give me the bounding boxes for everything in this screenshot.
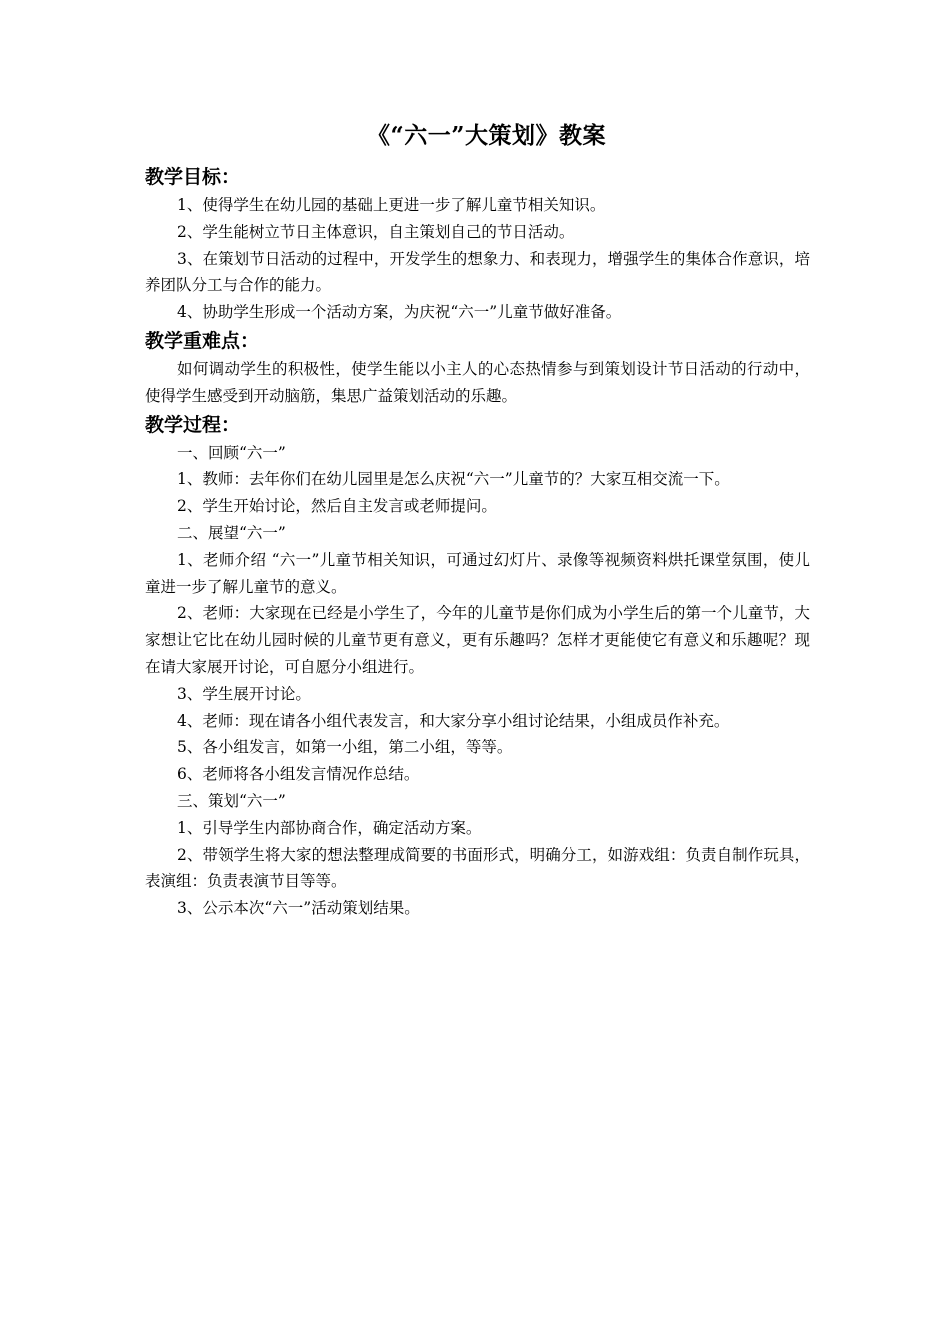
paragraph: 如何调动学生的积极性，使学生能以小主人的心态热情参与到策划设计节日活动的行动中，使得学生感受到开动脑筋，集思广益策划活动的乐趣。 (145, 359, 810, 405)
paragraph: 3、公示本次“六一”活动策划结果。 (177, 899, 420, 918)
section-heading: 教学目标： (145, 166, 241, 188)
section-heading: 教学重难点： (145, 329, 260, 352)
paragraph: 2、学生开始讨论，然后自主发言或老师提问。 (177, 497, 497, 516)
paragraph: 4、老师：现在请各小组代表发言，和大家分享小组讨论结果，小组成员作补充。 (177, 711, 730, 730)
paragraph: 二、展望“六一” (177, 523, 286, 542)
paragraph: 三、策划“六一” (177, 791, 286, 810)
paragraph: 1、引导学生内部协商合作，确定活动方案。 (177, 818, 482, 837)
paragraph: 2、带领学生将大家的想法整理成简要的书面形式，明确分工，如游戏组：负责自制作玩具，表演组：负责表演节目等等。 (145, 845, 810, 891)
paragraph: 5、各小组发言，如第一小组，第二小组，等等。 (177, 738, 513, 757)
paragraph: 1、使得学生在幼儿园的基础上更进一步了解儿童节相关知识。 (177, 196, 606, 214)
paragraph: 4、协助学生形成一个活动方案，为庆祝“六一”儿童节做好准备。 (177, 303, 622, 322)
paragraph: 1、老师介绍 “六一”儿童节相关知识，可通过幻灯片、录像等视频资料烘托课堂氛围，使儿童进一步了解儿童节的意义。 (145, 550, 810, 596)
section-heading: 教学过程： (145, 413, 241, 436)
paragraph: 2、老师：大家现在已经是小学生了，今年的儿童节是你们成为小学生后的第一个儿童节，大家想让它比在幼儿园时候的儿童节更有意义，更有乐趣吗？怎样才更能使它有意义和乐趣呢？现在请大家展开讨论，可自愿分小组进行。 (145, 604, 810, 676)
section-process (145, 410, 810, 922)
paragraph: 1、教师：去年你们在幼儿园里是怎么庆祝“六一”儿童节的？大家互相交流一下。 (177, 470, 730, 489)
document-title: 《“六一”大策划》教案 (367, 122, 606, 149)
section-key-points (145, 326, 810, 410)
paragraph: 2、学生能树立节日主体意识，自主策划自己的节日活动。 (177, 222, 575, 241)
paragraph: 3、在策划节日活动的过程中，开发学生的想象力、和表现力，增强学生的集体合作意识，培养团队分工与合作的能力。 (145, 249, 810, 295)
paragraph: 一、回顾“六一” (177, 443, 286, 462)
section-objectives (145, 162, 810, 326)
paragraph: 3、学生展开讨论。 (177, 684, 311, 703)
paragraph: 6、老师将各小组发言情况作总结。 (177, 765, 420, 784)
